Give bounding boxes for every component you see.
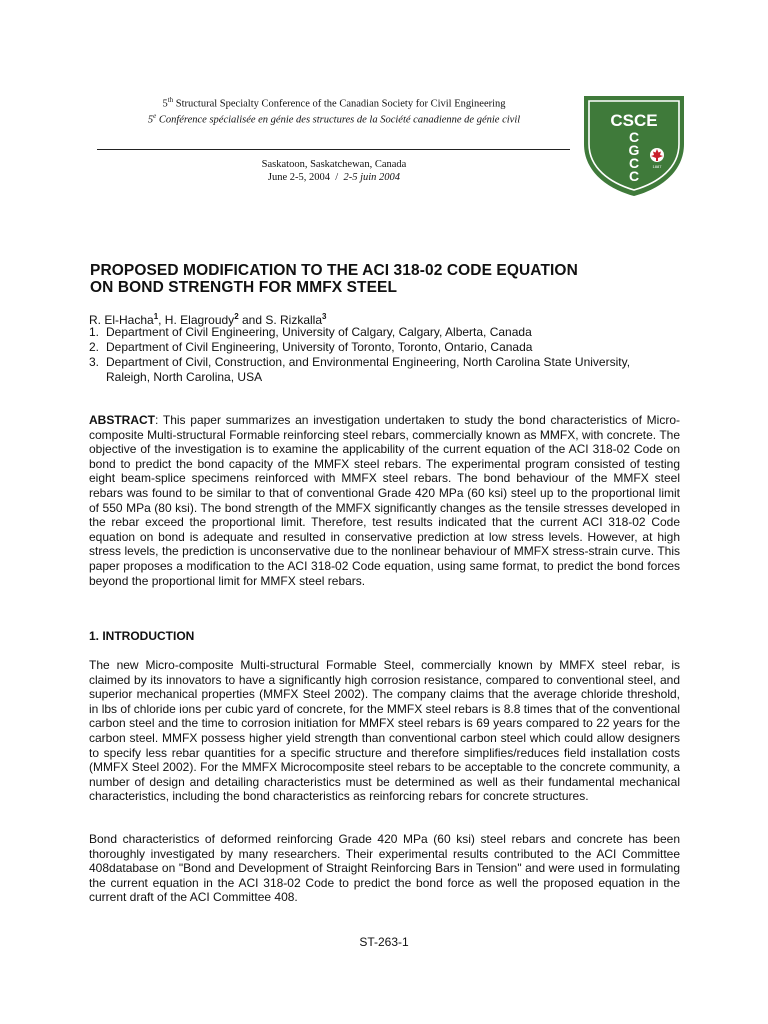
conference-number-suffix-fr: e (153, 112, 157, 120)
author-3-affiliation: 3 (322, 312, 327, 321)
conference-name-english: Structural Specialty Conference of the Canadian Society for Civil Engineering (175, 98, 506, 110)
affiliation-text-line2: Raleigh, North Carolina, USA (106, 370, 263, 385)
paper-title (90, 262, 690, 296)
affiliation-number: 3. (89, 355, 100, 369)
logo-letter-c1: C (628, 129, 640, 145)
abstract (89, 413, 680, 588)
logo-text-csce: CSCE (610, 111, 658, 130)
author-1: R. El-Hacha (89, 313, 154, 327)
abstract-label: ABSTRACT (89, 413, 155, 427)
conference-number-suffix: th (167, 96, 174, 104)
affiliation-text (106, 355, 696, 385)
paper-title-line1: PROPOSED MODIFICATION TO THE ACI 318-02 CODE EQUATION (90, 262, 578, 279)
logo-year: 1887 (652, 164, 662, 169)
section-heading: 1. INTRODUCTION (89, 629, 195, 643)
dates-separator: / (335, 172, 339, 183)
affiliation-number: 1. (89, 325, 100, 339)
affiliation-text-line1: Department of Civil, Construction, and Environmental Engineering, North Carolina State University, (106, 355, 631, 369)
header-divider (97, 149, 570, 150)
paper-title-line2: ON BOND STRENGTH FOR MMFX STEEL (90, 279, 398, 296)
affiliation-text: Department of Civil Engineering, University of Calgary, Calgary, Alberta, Canada (106, 325, 532, 339)
conference-number-fr: 5 (147, 114, 154, 126)
csce-logo (580, 94, 688, 198)
affiliation-text: Department of Civil Engineering, University of Toronto, Toronto, Ontario, Canada (106, 340, 533, 354)
author-3: and S. Rizkalla (238, 313, 323, 327)
dates-english: June 2-5, 2004 (267, 172, 331, 183)
logo-letter-c2: C (628, 155, 640, 171)
author-2-affiliation: 2 (234, 312, 239, 321)
abstract-text: : This paper summarizes an investigation undertaken to study the bond characteristics of Micro-composite Multi-structural Formable reinforcing steel rebars, commercially known as MMFX, with concrete. The objective of the investigation is to examine the applicability of the current equation of the ACI 318-02 Code on bond to predict the bond capacity of the MMFX steel rebars. The experimental program consisted of testing eight beam-splice specimens reinforced with MMFX steel rebars. The bond behaviour of the MMFX steel rebars was found to be similar to that of conventional Grade 420 MPa (60 ksi) steel up to the proportional limit of 550 MPa (80 ksi). The bond strength of the MMFX significantly changes as the tensile stresses developed in the rebar exceed the proportional limit. Therefore, test results indicated that the current ACI 318-02 Code equation on bond is adequate and resulted in conservative prediction at low stress levels. However, at high stress levels, the prediction is unconservative due to the nonlinear behaviour of MMFX stress-strain curve. This paper proposes a modification to the ACI 318-02 Code equation, using same format, to predict the bond forces beyond the proportional limit for MMFX steel rebars. (89, 413, 680, 588)
author-1-affiliation: 1 (153, 312, 159, 321)
logo-letter-g: G (628, 142, 640, 158)
introduction-paragraph-2: Bond characteristics of deformed reinforcing Grade 420 MPa (60 ksi) steel rebars and concrete has been thoroughly investigated by many researchers. Their experimental results contributed to the ACI Committee 408database on "Bond and Development of Straight Reinforcing Bars in Tension" and were used in formulating the current equation in the ACI 318-02 Code to predict the bond force as well the proposed equation in the current draft of the ACI Committee 408. (89, 832, 680, 905)
introduction-paragraph-1: The new Micro-composite Multi-structural Formable Steel, commercially known by MMFX steel rebar, is claimed by its innovators to have a significantly high corrosion resistance, compared to conventional steel, and superior mechanical properties (MMFX Steel 2002). The company claims that the average chloride threshold, in lbs of chloride ions per cubic yard of concrete, for the MMFX steel rebars is 8.8 times that of the conventional carbon steel and the time to corrosion initiation for MMFX steel rebars is 69 years compared to 22 years for the carbon steel. MMFX possess higher yield strength than conventional carbon steel which could allow designers to specify less rebar quantities for a specific structure and therefore simplifies/reduces field installation costs (MMFX Steel 2002). For the MMFX Microcomposite steel rebars to be acceptable to the concrete community, a number of design and detailing characteristics must be determined as well as their fundamental mechanical characteristics, including the bond characteristics as reinforcing rebars for concrete structures. (89, 658, 680, 804)
conference-dates (98, 171, 570, 185)
author-2: , H. Elagroudy (158, 313, 235, 327)
conference-title-french (98, 109, 570, 128)
conference-name-french: Conférence spécialisée en génie des structures de la Société canadienne de génie civil (158, 114, 521, 126)
logo-letter-c3: C (628, 168, 640, 184)
dates-french: 2-5 juin 2004 (343, 172, 401, 183)
affiliation-number: 2. (89, 340, 100, 354)
conference-location: Saskatoon, Saskatchewan, Canada (261, 159, 407, 170)
page-number: ST-263-1 (359, 935, 409, 949)
conference-number: 5 (162, 98, 168, 110)
